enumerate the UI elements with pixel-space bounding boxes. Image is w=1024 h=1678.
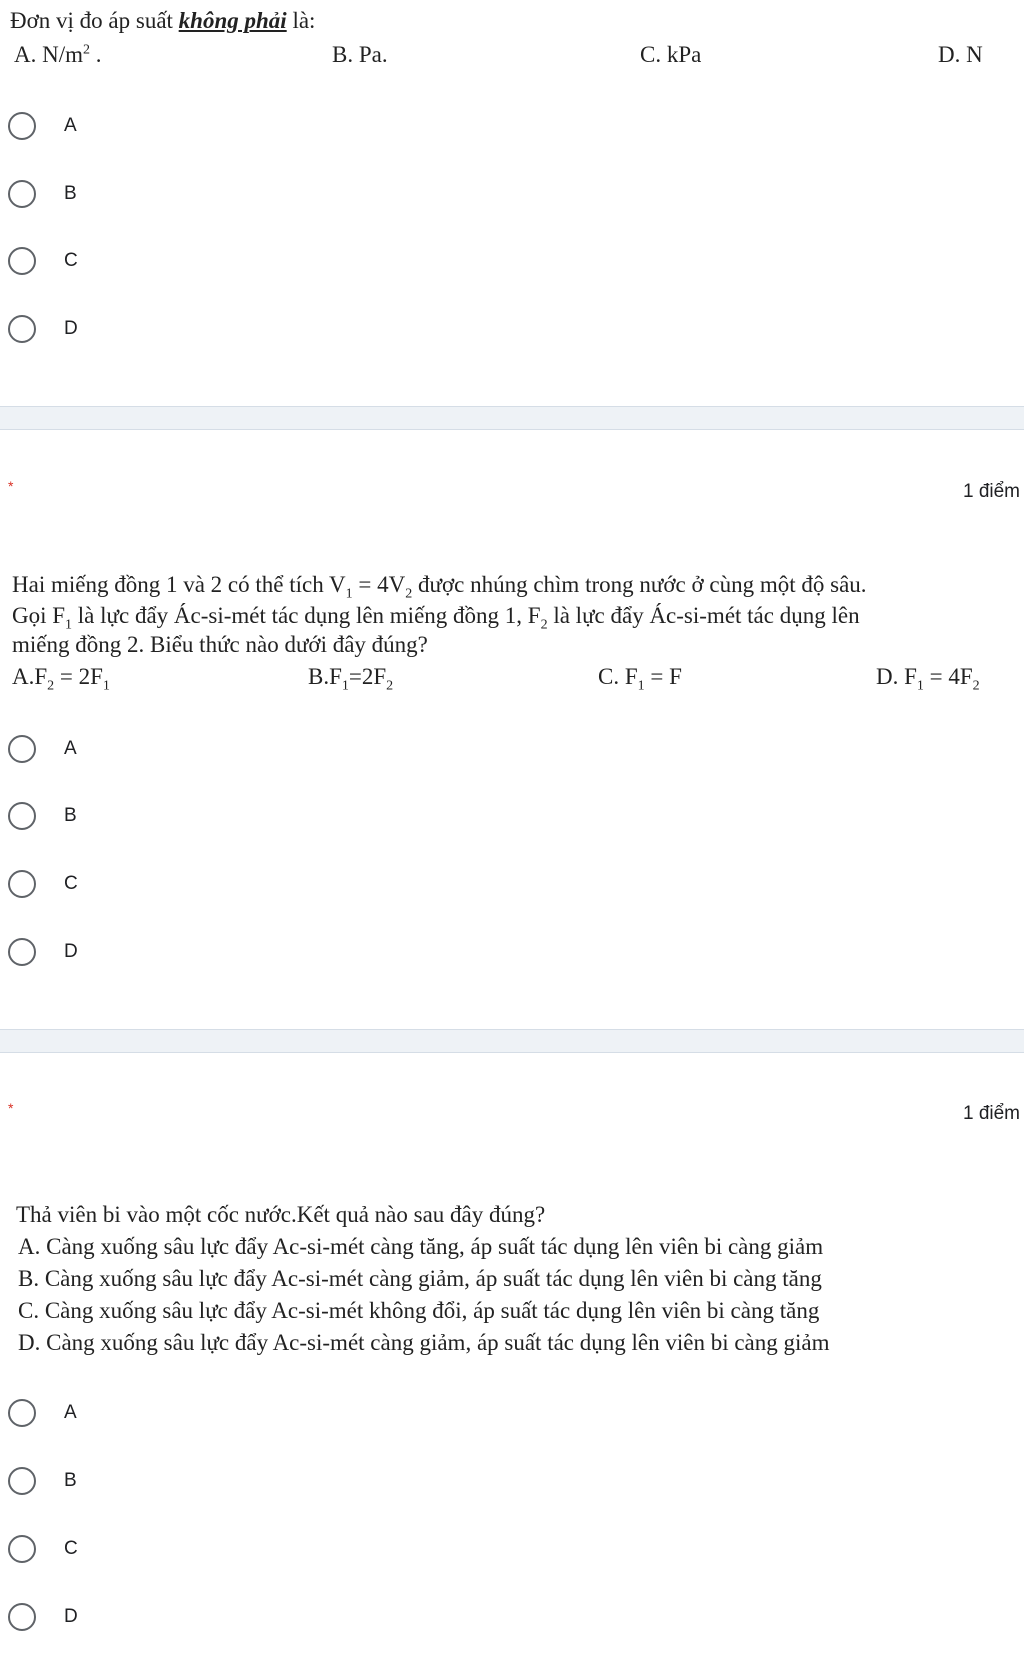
required-marker: * [8, 1100, 14, 1116]
question-1-option-c-text: C. kPa [640, 42, 702, 67]
question-1-choice-b[interactable]: B [8, 177, 77, 211]
question-1-option-a-text: A. $N/m^2$ . [14, 42, 102, 67]
question-3-option-b-text: B. Càng xuống sâu lực đẩy Ac-si-mét càng giảm, áp suất tác dụng lên viên bi càng tăng [18, 1266, 822, 1291]
question-1-choice-d[interactable]: D [8, 312, 78, 346]
radio-button[interactable] [8, 315, 36, 343]
question-2-choice-d[interactable]: D [8, 935, 78, 969]
radio-button[interactable] [8, 1467, 36, 1495]
question-2-choice-c[interactable]: C [8, 867, 78, 901]
radio-button[interactable] [8, 1399, 36, 1427]
section-divider [0, 406, 1024, 430]
radio-button[interactable] [8, 112, 36, 140]
question-3-option-c-text: C. Càng xuống sâu lực đẩy Ac-si-mét không đổi, áp suất tác dụng lên viên bi càng tăng [18, 1298, 820, 1323]
question-2-option-d-text: D. $F_1 = 4F_2$ [876, 664, 980, 694]
question-3-choice-b[interactable]: B [8, 1464, 77, 1498]
question-2-option-a-text: $A.F_2 = 2F_1$ [12, 664, 110, 694]
question-2-choice-a[interactable]: A [8, 732, 77, 766]
required-marker: * [8, 478, 14, 494]
question-3-stem: Thả viên bi vào một cốc nước.Kết quả nào sau đây đúng? [16, 1202, 546, 1227]
radio-button[interactable] [8, 1535, 36, 1563]
question-1-option-b-text: B. Pa. [332, 42, 388, 67]
question-1-stem: Đơn vị đo áp suất không phải là: [10, 8, 316, 33]
question-2-choice-b[interactable]: B [8, 799, 77, 833]
radio-button[interactable] [8, 735, 36, 763]
section-divider [0, 1029, 1024, 1053]
question-2-stem-line-3: miếng đồng 2. Biểu thức nào dưới đây đúng? [12, 632, 428, 657]
radio-button[interactable] [8, 938, 36, 966]
question-2-option-c-text: C. $F_1 = F$ [598, 664, 682, 694]
radio-button[interactable] [8, 1603, 36, 1631]
radio-button[interactable] [8, 180, 36, 208]
question-3-points: 1 điểm [962, 1103, 1020, 1124]
question-2-option-b-text: $B.F_1=2F_2$ [308, 664, 394, 694]
question-1-choice-a[interactable]: A [8, 109, 77, 143]
question-2-points: 1 điểm [962, 481, 1020, 502]
question-2-stem-line-1: Hai miếng đồng 1 và 2 có thể tích $V_1 = 4V_2$ được nhúng chìm trong nước ở cùng một độ sâu. [12, 572, 867, 602]
question-3-choice-a[interactable]: A [8, 1396, 77, 1430]
radio-button[interactable] [8, 247, 36, 275]
question-3-choice-c[interactable]: C [8, 1532, 78, 1566]
radio-button[interactable] [8, 802, 36, 830]
question-3-option-a-text: A. Càng xuống sâu lực đẩy Ac-si-mét càng tăng, áp suất tác dụng lên viên bi càng giảm [18, 1234, 824, 1259]
question-3-choice-d[interactable]: D [8, 1600, 78, 1634]
question-1-option-d-text: D. N [938, 42, 983, 67]
question-1-choice-c[interactable]: C [8, 244, 78, 278]
question-3-option-d-text: D. Càng xuống sâu lực đẩy Ac-si-mét càng giảm, áp suất tác dụng lên viên bi càng giảm [18, 1330, 830, 1355]
radio-button[interactable] [8, 870, 36, 898]
question-2-stem-line-2: Gọi $F_1$ là lực đẩy Ác-si-mét tác dụng lên miếng đồng 1, $F_2$ là lực đẩy Ác-si-mét tác dụng lên [12, 603, 860, 633]
